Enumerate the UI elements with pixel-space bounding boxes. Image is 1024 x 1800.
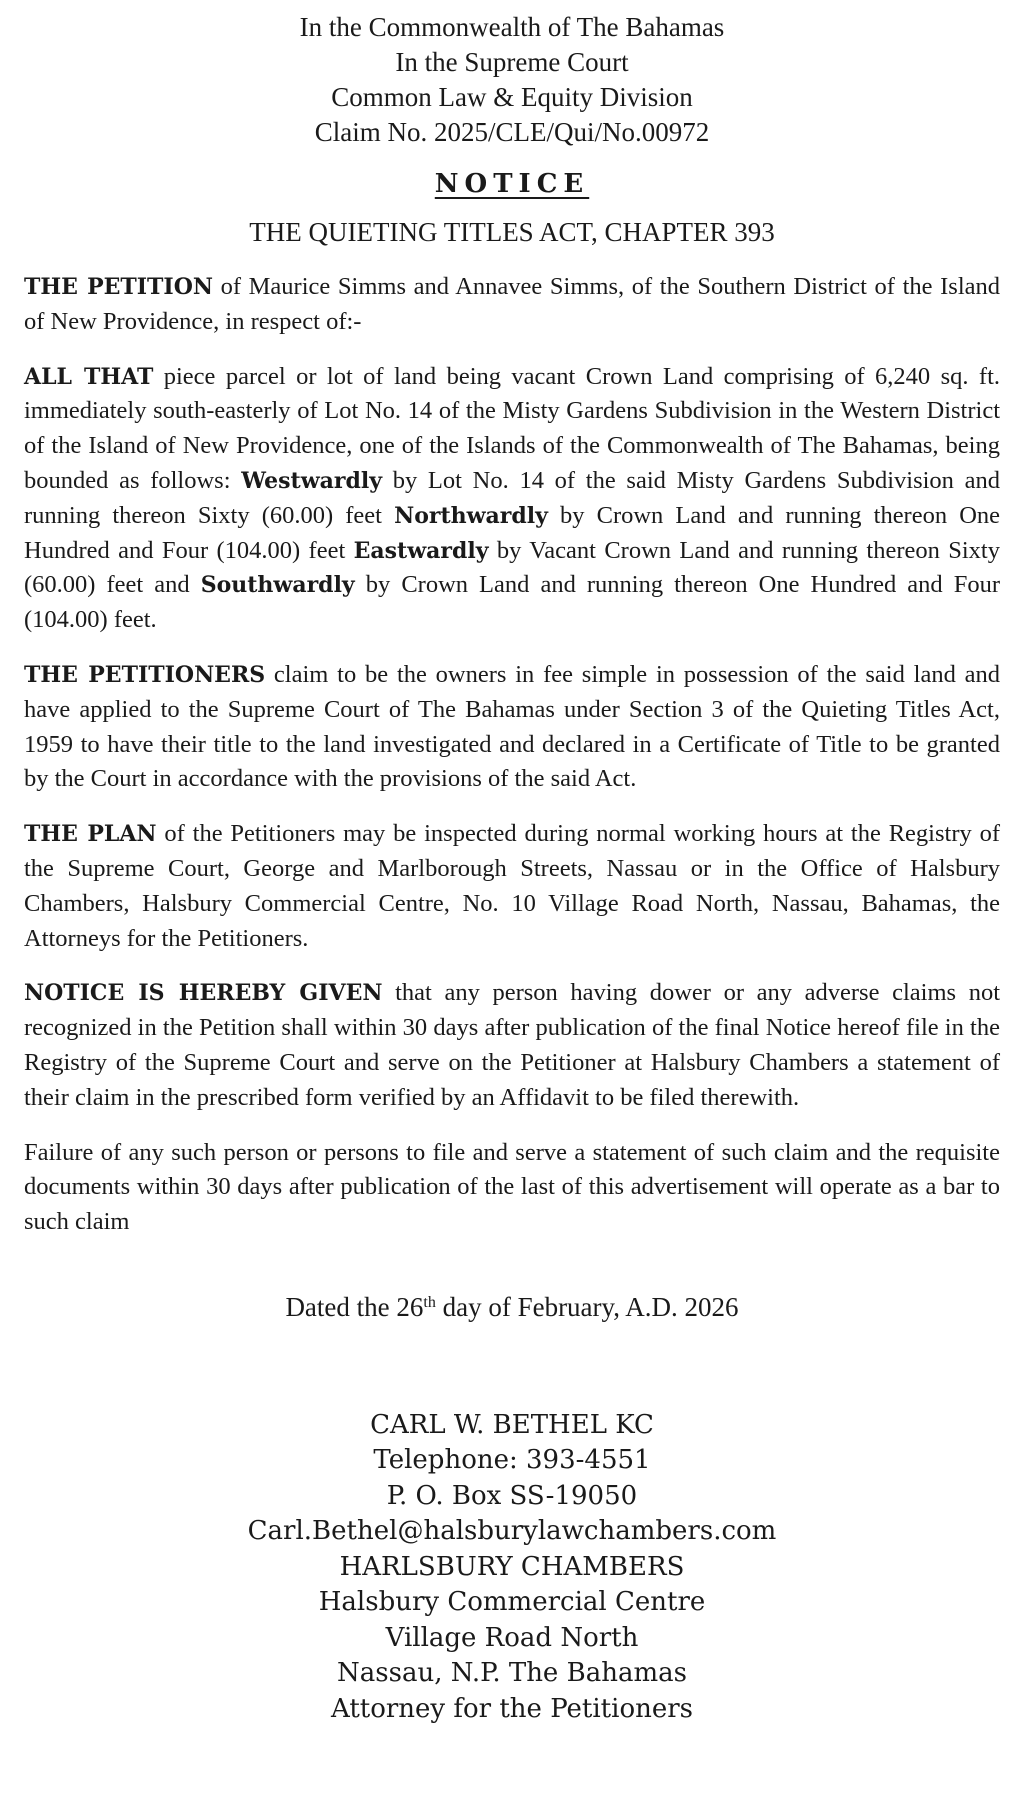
- notice-given-lead: NOTICE IS HEREBY GIVEN: [24, 980, 383, 1007]
- notice-given-paragraph: [24, 976, 1000, 1115]
- firm-city: Nassau, N.P. The Bahamas: [337, 1658, 687, 1689]
- southwardly-label: Southwardly: [200, 572, 355, 599]
- eastwardly-text: by Vacant Crown Land and running thereon Sixty (60.00) feet and: [24, 536, 1000, 599]
- petition-lead: THE PETITION: [24, 274, 213, 300]
- signature-block: [24, 1408, 1000, 1728]
- northwardly-text: by Crown Land and running thereon One Hundred and Four (104.00) feet: [24, 501, 1001, 564]
- attorney-email: Carl.Bethel@halsburylawchambers.com: [247, 1516, 777, 1547]
- dated-suffix: day of February, A.D. 2026: [435, 1291, 739, 1322]
- southwardly-text: by Crown Land and running thereon One Hundred and Four (104.00) feet.: [24, 571, 1001, 634]
- failure-text: Failure of any such person or persons to file and serve a statement of such claim and the requisite documents within 30 days after publication of the last of this advertisement will operate as a bar to such claim: [24, 1138, 1000, 1236]
- attorney-po-box: P. O. Box SS-19050: [386, 1480, 638, 1511]
- plan-paragraph: [24, 817, 1000, 956]
- all-that-paragraph: [24, 360, 1000, 638]
- petition-text: of Maurice Simms and Annavee Simms, of the Southern District of the Island of New Providence, in respect of:-: [24, 273, 1000, 335]
- failure-paragraph: [24, 1136, 1000, 1240]
- header-claim-number: Claim No. 2025/CLE/Qui/No.00972: [314, 117, 710, 147]
- westwardly-text: by Lot No. 14 of the said Misty Gardens Subdivision and running thereon Sixty (60.00) feet: [24, 466, 1001, 529]
- firm-street: Village Road North: [385, 1622, 639, 1653]
- attorney-role: Attorney for the Petitioners: [331, 1693, 693, 1724]
- header-division: Common Law & Equity Division: [331, 82, 693, 112]
- firm-building: Halsbury Commercial Centre: [318, 1587, 706, 1618]
- dated-prefix: Dated the 26: [285, 1291, 424, 1322]
- all-that-text: piece parcel or lot of land being vacant Crown Land comprising of 6,240 sq. ft. immediately south-easterly of Lot No. 14 of the Misty Gardens Subdivision in the Western District of the Island of New Providence, one of the Islands of the Commonwealth of The Bahamas, being bounded as follows:: [24, 362, 1000, 494]
- attorney-telephone: Telephone: 393-4551: [373, 1445, 651, 1476]
- westwardly-label: Westwardly: [241, 467, 382, 494]
- eastwardly-label: Eastwardly: [353, 537, 489, 564]
- notice-given-text: that any person having dower or any adverse claims not recognized in the Petition shall within 30 days after publication of the final Notice hereof file in the Registry of the Supreme Court and serve on the Petitioner at Halsbury Chambers a statement of their claim in the prescribed form verified by an Affidavit to be filed therewith.: [24, 979, 1000, 1111]
- header-commonwealth: In the Commonwealth of The Bahamas: [299, 12, 725, 42]
- header-court: In the Supreme Court: [395, 47, 629, 77]
- act-title: THE QUIETING TITLES ACT, CHAPTER 393: [249, 217, 775, 247]
- petition-paragraph: [24, 270, 1000, 340]
- petitioners-paragraph: [24, 658, 1000, 797]
- court-header: [24, 10, 1000, 150]
- petitioners-text: claim to be the owners in fee simple in possession of the said land and have applied to the Supreme Court of The Bahamas under Section 3 of the Quieting Titles Act, 1959 to have their title to the land investigated and declared in a Certificate of Title to be granted by the Court in accordance with the provisions of the said Act.: [24, 660, 1001, 793]
- plan-lead: THE PLAN: [24, 821, 157, 848]
- all-that-lead: ALL THAT: [24, 363, 154, 390]
- petitioners-lead: THE PETITIONERS: [24, 661, 266, 688]
- dated-ordinal: th: [423, 1293, 436, 1311]
- plan-text: of the Petitioners may be inspected during normal working hours at the Registry of the Supreme Court, George and Marlborough Streets, Nassau or in the Office of Halsbury Chambers, Halsbury Commercial Centre, No. 10 Village Road North, Nassau, Bahamas, the Attorneys for the Petitioners.: [24, 820, 1001, 952]
- northwardly-label: Northwardly: [394, 502, 548, 529]
- firm-name: HARLSBURY CHAMBERS: [339, 1551, 685, 1582]
- notice-title: NOTICE: [434, 169, 590, 199]
- dated-line: [24, 1290, 1000, 1324]
- attorney-name: CARL W. BETHEL KC: [370, 1409, 654, 1440]
